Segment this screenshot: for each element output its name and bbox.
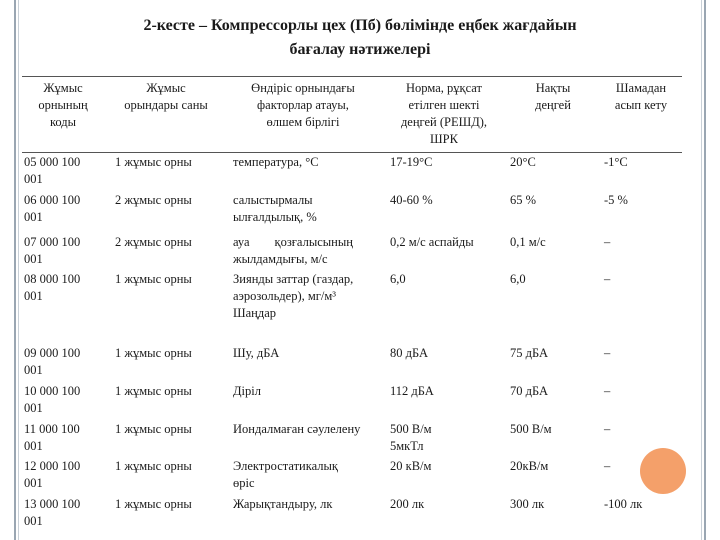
right-border-line [704,0,706,540]
header-actual [508,80,598,114]
row-1-code-line-2: 001 [24,210,43,224]
table-row-code [24,154,80,188]
row-0-norm-line-1: 17-19°С [390,155,433,169]
header-bottom-rule [22,152,682,153]
row-1-excess: -5 % [604,193,628,207]
row-5-actual: 70 дБА [510,384,549,398]
row-6-code-line-2: 001 [24,439,43,453]
table-row-code [24,345,80,379]
row-5-code-line-1: 10 000 100 [24,384,81,398]
row-2-factor-line-2: жылдамдығы, м/с [233,252,328,266]
row-3-norm [390,271,406,288]
row-7-factor-line-1: Электростатикалық [233,459,338,473]
row-5-factor-line-1: Діріл [233,384,261,398]
header-factor-line-2: факторлар атауы, [257,98,349,112]
left-border-line [14,0,16,540]
row-3-excess: – [604,272,611,286]
row-2-norm-line-1: 0,2 м/с аспайды [390,235,474,249]
header-top-rule [22,76,682,77]
row-6-excess: – [604,422,611,436]
row-4-norm [390,345,428,362]
table-row-code [24,234,80,268]
row-5-code-line-2: 001 [24,401,43,415]
row-3-factor-line-1: Зиянды заттар (газдар, [233,272,354,286]
row-6-places: 1 жұмыс орны [115,422,192,436]
row-3-norm-line-1: 6,0 [390,272,406,286]
table-row-code [24,458,80,492]
row-2-factor [233,234,353,268]
row-8-code-line-1: 13 000 100 [24,497,81,511]
row-6-factor [233,421,360,438]
header-norm [384,80,504,148]
header-places [108,80,224,114]
row-8-factor-line-1: Жарықтандыру, лк [233,497,333,511]
row-5-places: 1 жұмыс орны [115,384,192,398]
row-2-code-line-2: 001 [24,252,43,266]
row-4-code-line-2: 001 [24,363,43,377]
header-factor-line-1: Өндіріс орнындағы [251,81,355,95]
decorative-orange-circle [640,448,686,494]
row-4-norm-line-1: 80 дБА [390,346,429,360]
row-7-code-line-2: 001 [24,476,43,490]
header-places-line-1: Жұмыс [146,81,186,95]
row-4-excess: – [604,346,611,360]
title-line-2: бағалау нәтижелері [289,41,431,58]
row-0-excess: -1°С [604,155,628,169]
header-norm-line-1: Норма, рұқсат [406,81,482,95]
right-border-line-inner [701,0,702,540]
table-row-code [24,271,80,305]
row-3-places: 1 жұмыс орны [115,272,192,286]
row-3-factor [233,271,353,322]
row-3-factor-line-2: аэрозольдер), мг/м³ [233,289,337,303]
row-3-code-line-2: 001 [24,289,43,303]
row-5-norm-line-1: 112 дБА [390,384,434,398]
row-0-factor [233,154,319,171]
row-0-code-line-2: 001 [24,172,43,186]
header-actual-line-1: Нақты [535,81,571,95]
header-excess [600,80,682,114]
row-4-actual: 75 дБА [510,346,549,360]
row-8-actual: 300 лк [510,497,545,511]
header-norm-line-2: етілген шекті [408,98,480,112]
header-excess-line-1: Шамадан [615,81,667,95]
header-factor-line-3: өлшем бірлігі [266,115,340,129]
row-1-places: 2 жұмыс орны [115,193,192,207]
row-7-norm [390,458,431,475]
row-5-excess: – [604,384,611,398]
row-8-excess: -100 лк [604,497,643,511]
header-code-line-2: орнының [38,98,88,112]
row-6-norm-line-2: 5мкТл [390,439,424,453]
row-0-norm [390,154,433,171]
row-7-factor [233,458,338,492]
row-7-norm-line-1: 20 кВ/м [390,459,432,473]
row-7-actual: 20кВ/м [510,459,549,473]
left-border-line-inner [18,0,19,540]
row-6-actual: 500 В/м [510,422,552,436]
row-8-factor [233,496,332,513]
row-8-norm [390,496,424,513]
header-code [24,80,102,131]
title-line-1: 2-кесте – Компрессорлы цех (Пб) бөлімінде еңбек жағдайын [143,17,577,34]
row-8-code-line-2: 001 [24,514,43,528]
row-4-places: 1 жұмыс орны [115,346,192,360]
row-1-actual: 65 % [510,193,537,207]
row-6-norm-line-1: 500 В/м [390,422,432,436]
row-0-code-line-1: 05 000 100 [24,155,81,169]
row-1-code-line-1: 06 000 100 [24,193,81,207]
row-4-factor-line-1: Шу, дБА [233,346,280,360]
header-norm-line-4: ШРК [430,132,458,146]
row-2-places: 2 жұмыс орны [115,235,192,249]
header-places-line-2: орындары саны [124,98,208,112]
row-2-actual: 0,1 м/с [510,235,546,249]
table-row-code [24,383,80,417]
row-7-code-line-1: 12 000 100 [24,459,81,473]
row-5-factor [233,383,261,400]
header-factor [228,80,378,131]
row-1-factor [233,192,317,226]
table-title [60,14,660,62]
table-row-code [24,192,80,226]
row-5-norm [390,383,434,400]
header-norm-line-3: деңгей (РЕШД), [400,115,488,129]
row-2-excess: – [604,235,611,249]
row-2-factor-line-1: ауа қозғалысының [233,235,353,249]
row-3-code-line-1: 08 000 100 [24,272,81,286]
row-7-excess: – [604,459,611,473]
row-3-factor-line-3: Шаңдар [233,306,277,320]
row-0-places: 1 жұмыс орны [115,155,192,169]
row-2-code-line-1: 07 000 100 [24,235,81,249]
row-0-factor-line-1: температура, °С [233,155,319,169]
header-code-line-1: Жұмыс [43,81,83,95]
row-4-factor [233,345,279,362]
row-6-factor-line-1: Иондалмаған сәулелену [233,422,361,436]
header-actual-line-2: деңгей [535,98,571,112]
row-2-norm [390,234,474,251]
row-8-places: 1 жұмыс орны [115,497,192,511]
row-8-norm-line-1: 200 лк [390,497,425,511]
header-excess-line-2: асып кету [614,98,668,112]
row-4-code-line-1: 09 000 100 [24,346,81,360]
row-7-factor-line-2: өріс [233,476,255,490]
row-6-norm [390,421,432,455]
row-1-norm [390,192,433,209]
row-1-factor-line-2: ылғалдылық, % [233,210,317,224]
table-row-code [24,496,80,530]
row-0-actual: 20°С [510,155,536,169]
row-7-places: 1 жұмыс орны [115,459,192,473]
row-1-norm-line-1: 40-60 % [390,193,433,207]
row-1-factor-line-1: салыстырмалы [233,193,313,207]
row-3-actual: 6,0 [510,272,526,286]
table-row-code [24,421,80,455]
header-code-line-3: коды [49,115,77,129]
row-6-code-line-1: 11 000 100 [24,422,80,436]
